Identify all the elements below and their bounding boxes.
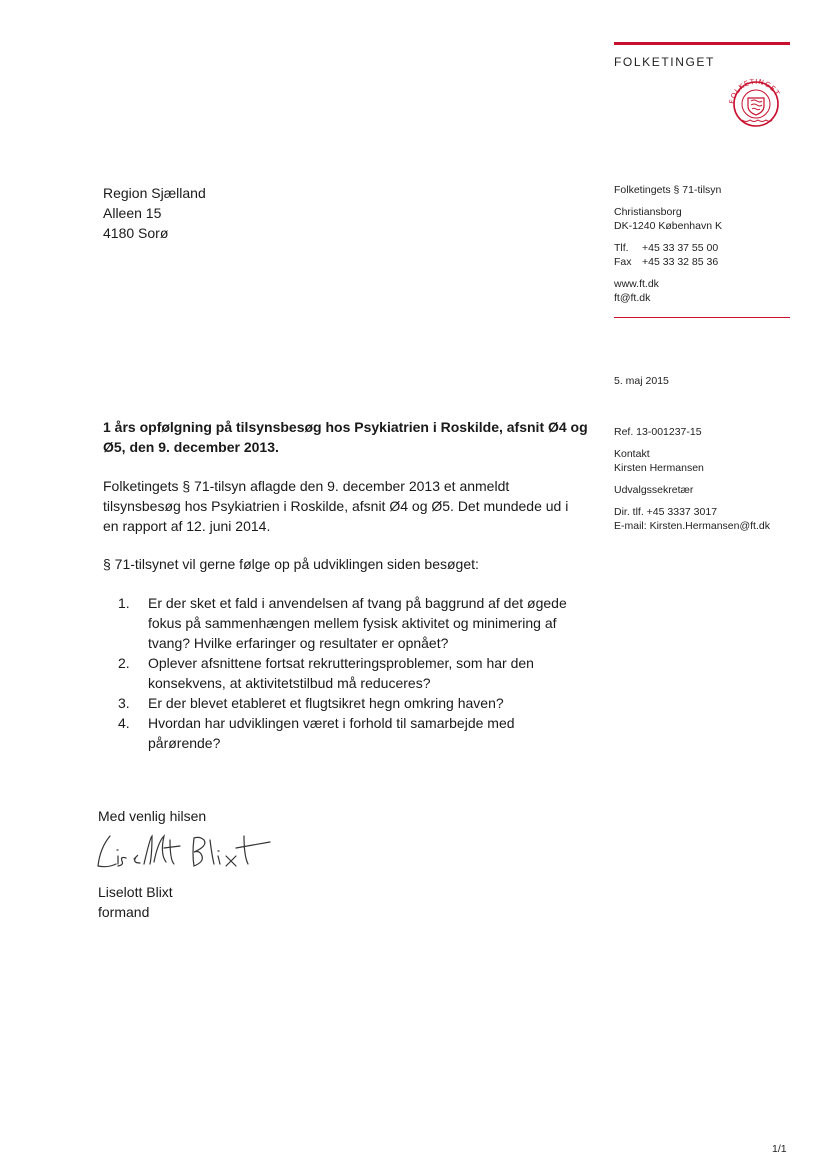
- svg-text:FOLKETINGET: FOLKETINGET: [728, 77, 782, 105]
- question-number: 2.: [118, 655, 130, 671]
- reference-number: Ref. 13-001237-15: [614, 426, 702, 438]
- letter-date: 5. maj 2015: [614, 375, 669, 387]
- signer-name: Liselott Blixt: [98, 884, 173, 900]
- sender-phone-row: [614, 241, 722, 255]
- signer-role: formand: [98, 904, 150, 920]
- signature-image: [90, 826, 290, 876]
- contact-label: Kontakt: [614, 448, 650, 460]
- question-number: 4.: [118, 715, 130, 731]
- question-text: Er der blevet etableret et flugtsikret hegn omkring haven?: [148, 695, 504, 711]
- phone-label: Tlf.: [614, 242, 629, 254]
- recipient-line: Alleen 15: [103, 205, 162, 221]
- contact-name: Kirsten Hermansen: [614, 462, 704, 474]
- contact-details: [614, 505, 770, 533]
- question-text: Oplever afsnittene fortsat rekrutteringsproblemer, som har den konsekvens, at aktivitetstilbud må reduceres?: [148, 655, 534, 691]
- sender-phone-block: [614, 241, 722, 269]
- sender-name: Folketingets § 71-tilsyn: [614, 184, 722, 196]
- contact-block: [614, 447, 770, 475]
- reference-block: [614, 425, 770, 533]
- recipient-line: 4180 Sorø: [103, 225, 169, 241]
- sender-building: Christiansborg: [614, 206, 682, 218]
- question-item: [118, 593, 588, 653]
- sender-info: [614, 183, 722, 313]
- contact-title: Udvalgssekretær: [614, 484, 694, 496]
- fax-label: Fax: [614, 256, 632, 268]
- body-paragraph: Folketingets § 71-tilsyn aflagde den 9. december 2013 et anmeldt tilsynsbesøg hos Psykiatrien i Roskilde, afsnit Ø4 og Ø5. Det mundede ud i en rapport af 12. juni 2014.: [103, 478, 569, 534]
- page-number: 1/1: [772, 1143, 787, 1155]
- question-item: [118, 693, 588, 713]
- sender-website: www.ft.dk: [614, 278, 659, 290]
- sender-address: [614, 205, 722, 233]
- phone-number: +45 33 37 55 00: [642, 242, 719, 254]
- header-rule: [614, 42, 790, 45]
- fax-number: +45 33 32 85 36: [642, 256, 719, 268]
- question-text: Er der sket et fald i anvendelsen af tvang på baggrund af det øgede fokus på sammenhængen mellem fysisk aktivitet og minimering af tvang? Hvilke erfaringer og resultater er opnået?: [148, 595, 567, 651]
- question-item: [118, 653, 588, 693]
- letter-subject: 1 års opfølgning på tilsynsbesøg hos Psykiatrien i Roskilde, afsnit Ø4 og Ø5, den 9. december 2013.: [103, 419, 588, 455]
- recipient-address: [103, 183, 206, 243]
- question-number: 1.: [118, 595, 130, 611]
- sender-email: ft@ft.dk: [614, 292, 651, 304]
- question-item: [118, 713, 588, 753]
- contact-direct-phone: Dir. tlf. +45 3337 3017: [614, 506, 718, 518]
- sender-fax-row: [614, 255, 722, 269]
- signer-block: [98, 882, 173, 922]
- question-list: [118, 593, 588, 753]
- sender-web-block: [614, 277, 722, 305]
- sender-rule: [614, 317, 790, 318]
- question-text: Hvordan har udviklingen været i forhold til samarbejde med pårørende?: [148, 715, 515, 751]
- recipient-line: Region Sjælland: [103, 185, 206, 201]
- folketinget-seal-icon: [720, 70, 792, 130]
- organization-name: FOLKETINGET: [614, 55, 715, 69]
- question-number: 3.: [118, 695, 130, 711]
- body-paragraph: § 71-tilsynet vil gerne følge op på udviklingen siden besøget:: [103, 556, 479, 572]
- contact-email: E-mail: Kirsten.Hermansen@ft.dk: [614, 520, 770, 532]
- closing-salutation: Med venlig hilsen: [98, 808, 207, 824]
- sender-postal: DK-1240 København K: [614, 220, 722, 232]
